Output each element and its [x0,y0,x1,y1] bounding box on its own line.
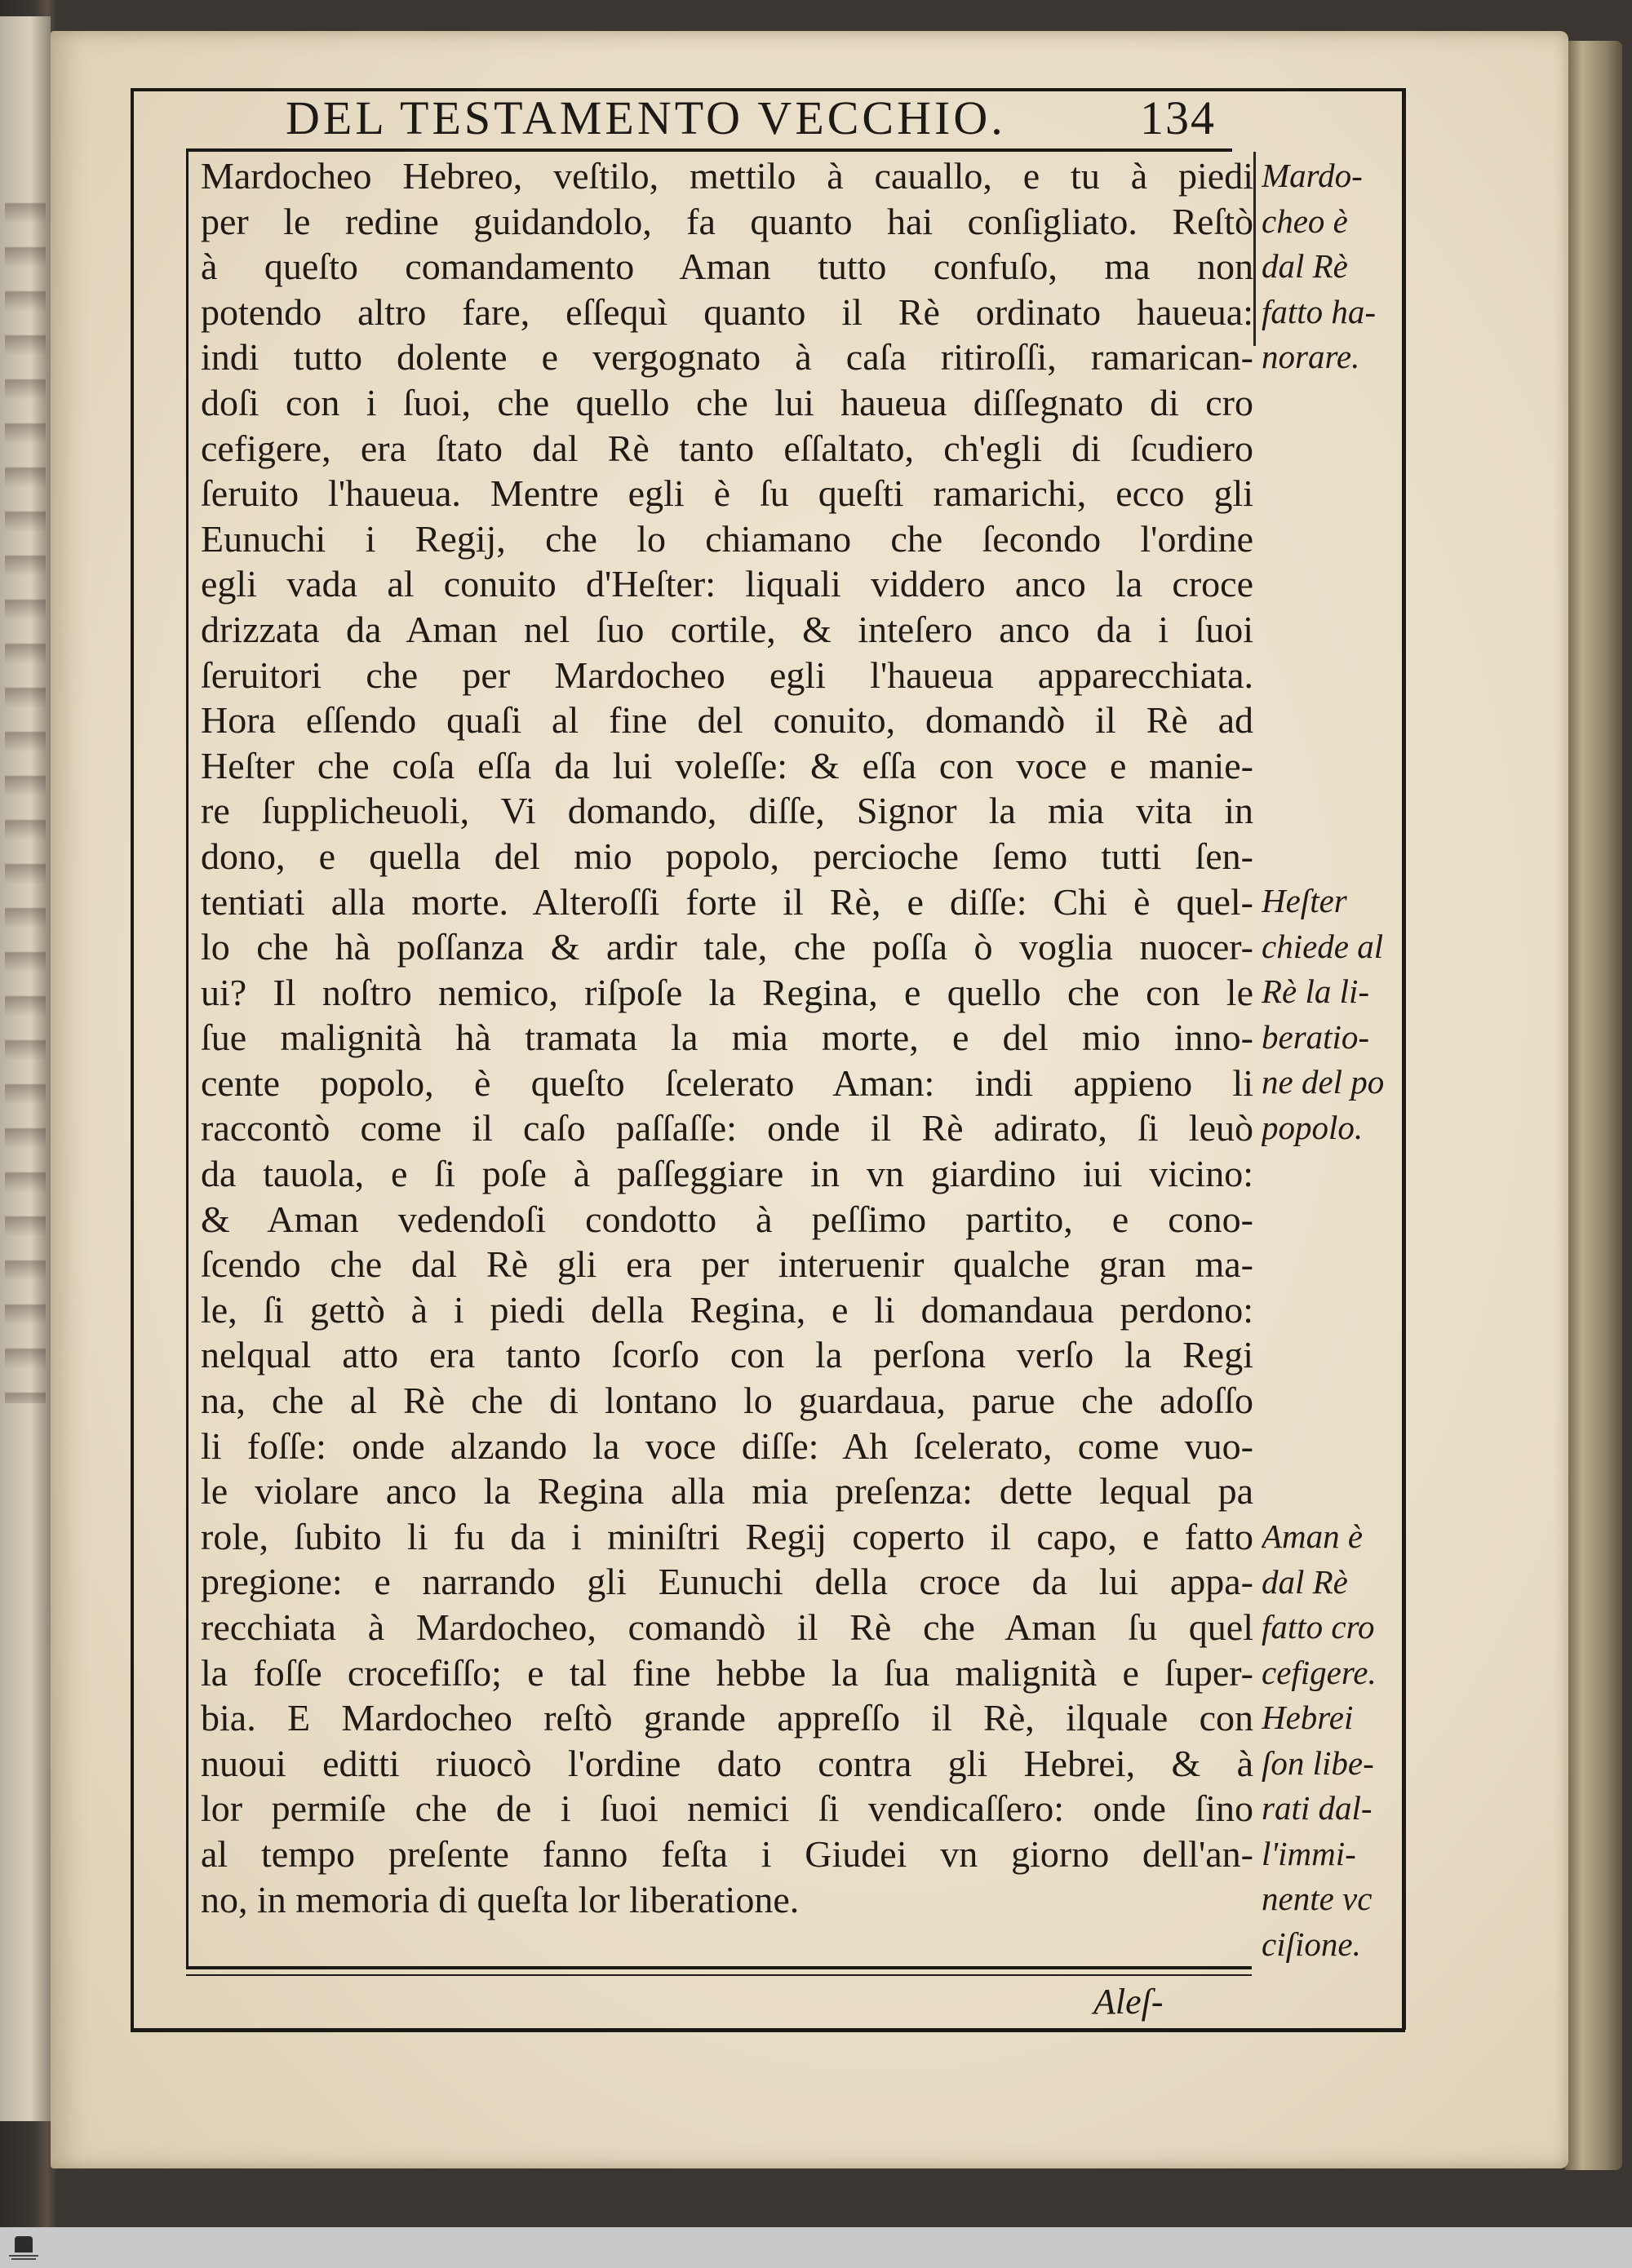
text-line: ſeruito l'haueua. Mentre egli è ſu queſti ramarichi, ecco gli [201,472,1253,515]
library-logo-icon [5,2230,42,2266]
text-block-bottom-rule [186,1966,1252,1969]
margin-note-line: norare. [1262,338,1360,376]
text-line: drizzata da Aman nel ſuo cortile, & inteſero anco da i ſuoi [201,608,1253,650]
text-line: la foſſe crocefiſſo; e tal fine hebbe la ſua malignità e ſuper- [201,1651,1253,1694]
text-line: Mardocheo Hebreo, veſtilo, mettilo à cauallo, e tu à piedi [201,155,1253,197]
body-text [201,153,1253,1922]
text-line: re ſupplicheuoli, Vi domando, diſſe, Signor la mia vita in [201,790,1253,832]
text-line: Eunuchi i Regij, che lo chiamano che ſecondo l'ordine [201,517,1253,560]
margin-note-line: nente vc [1262,1880,1373,1918]
text-line: le violare anco la Regina alla mia preſenza: dette lequal pa [201,1470,1253,1513]
margin-note-line: l'immi- [1262,1834,1356,1872]
margin-note-line: ciſione. [1262,1925,1361,1963]
margin-note-line: dal Rè [1262,247,1348,286]
header-rule [186,148,1232,152]
margin-note-line: fatto cro [1262,1608,1375,1646]
margin-note-line: Mardo- [1262,157,1363,194]
catchword: Aleſ- [1093,1982,1164,2022]
text-block-left-rule [186,152,188,1969]
facing-page-text-bleed [5,179,46,1403]
page-number: 134 [1140,91,1216,144]
margin-note-aman-crucified [1262,1514,1402,1695]
text-line: ſcendo che dal Rè gli era per interuenir qualche gran ma- [201,1243,1253,1286]
text-line: cefigere, era ſtato dal Rè tanto eſſaltato, ch'egli di ſcudiero [201,427,1253,469]
text-line: lor permiſe che de i ſuoi nemici ſi vendicaſſero: onde ſino [201,1787,1253,1830]
text-line: indi tutto dolente e vergognato à caſa ritiroſſi, ramarican- [201,336,1253,379]
library-logo-text-line [11,2258,36,2260]
text-line: egli vada al conuito d'Heſter: liquali viddero anco la croce [201,563,1253,605]
margin-note-line: dal Rè [1262,1562,1348,1601]
margin-note-line: Aman è [1262,1517,1364,1555]
text-line: role, ſubito li fu da i miniſtri Regij coperto il capo, e fatto [201,1515,1253,1557]
margin-note-mardocheo-honored [1262,153,1402,380]
text-line: al tempo preſente fanno feſta i Giudei vn giorno dell'an- [201,1832,1253,1875]
margin-note-hester-asks [1262,879,1402,1151]
text-block-bottom-rule-thin [186,1974,1252,1976]
text-line: ſeruitori che per Mardocheo egli l'haueua apparecchiata. [201,653,1253,696]
frame-bottom-rule [131,2028,1405,2032]
text-line-last: no, in memoria di queſta lor liberatione. [201,1878,800,1920]
frame-right-rule [1402,88,1406,2030]
text-line: li foſſe: onde alzando la voce diſſe: Ah ſcelerato, come vuo- [201,1424,1253,1467]
text-line: pregione: e narrando gli Eunuchi della croce da lui appa- [201,1561,1253,1603]
margin-note-line: cefigere. [1262,1653,1377,1691]
margin-note-line: chiede al [1262,927,1384,965]
text-line: lo che hà poſſanza & ardir tale, che poſſa ò voglia nuocer- [201,926,1253,968]
text-line: ſue malignità hà tramata la mia morte, e del mio inno- [201,1017,1253,1059]
text-line: tentiati alla morte. Alteroſſi forte il Rè, e diſſe: Chi è quel- [201,880,1253,923]
facing-page-edge [0,16,51,2121]
text-line: ui? Il noſtro nemico, riſpoſe la Regina, e quello che con le [201,971,1253,1013]
text-line: cente popolo, è queſto ſcelerato Aman: indi appieno li [201,1061,1253,1104]
text-line: nelqual atto era tanto ſcorſo con la perſona verſo la Regi [201,1334,1253,1376]
viewer-bottom-bar [0,2227,1632,2268]
margin-note-line: popolo. [1262,1108,1364,1146]
text-line: bia. E Mardocheo reſtò grande appreſſo il Rè, ilquale con [201,1697,1253,1739]
text-line: da tauola, e ſi poſe à paſſeggiare in vn giardino iui vicino: [201,1153,1253,1195]
library-logo-text-line [9,2255,38,2257]
book-fore-edge [1565,41,1622,2170]
margin-note-line: Rè la li- [1262,972,1370,1011]
text-line: Hora eſſendo quaſi al fine del conuito, domandò il Rè ad [201,699,1253,742]
margin-note-line: cheo è [1262,202,1348,240]
margin-divider-rule [1253,152,1256,346]
margin-note-line: ne del po [1262,1063,1385,1101]
text-line: per le redine guidandolo, fa quanto hai conſigliato. Reſtò [201,200,1253,242]
text-line: recchiata à Mardocheo, comandò il Rè che Aman ſu quel [201,1606,1253,1648]
frame-left-rule [131,88,134,2030]
running-title: DEL TESTAMENTO VECCHIO. [286,91,1006,144]
text-line: potendo altro fare, eſſequì quanto il Rè ordinato haueua: [201,290,1253,333]
margin-note-line: Hebrei [1262,1699,1354,1736]
margin-note-hebrews-freed [1262,1695,1402,1968]
running-head [286,85,1216,147]
text-line: le, ſi gettò à i piedi della Regina, e li domandaua perdono: [201,1288,1253,1331]
margin-note-line: beratio- [1262,1017,1370,1056]
library-logo-mark [15,2236,33,2252]
margin-note-line: ſon libe- [1262,1743,1374,1782]
margin-note-line: fatto ha- [1262,292,1377,330]
margin-note-line: Heſter [1262,882,1347,919]
text-line: à queſto comandamento Aman tutto confuſo, ma non [201,246,1253,288]
margin-note-line: rati dal- [1262,1789,1373,1827]
text-line: doſi con i ſuoi, che quello che lui haueua diſſegnato di cro [201,381,1253,423]
text-line: & Aman vedendoſi condotto à peſſimo partito, e cono- [201,1198,1253,1240]
text-line: nuoui editti riuocò l'ordine dato contra gli Hebrei, & à [201,1742,1253,1784]
text-line: na, che al Rè che di lontano lo guardaua, parue che adoſſo [201,1380,1253,1422]
text-line: Heſter che coſa eſſa da lui voleſſe: & eſſa con voce e manie- [201,744,1253,786]
text-line: dono, e quella del mio popolo, percioche ſemo tutti ſen- [201,835,1253,877]
text-line: raccontò come il caſo paſſaſſe: onde il Rè adirato, ſi leuò [201,1107,1253,1150]
